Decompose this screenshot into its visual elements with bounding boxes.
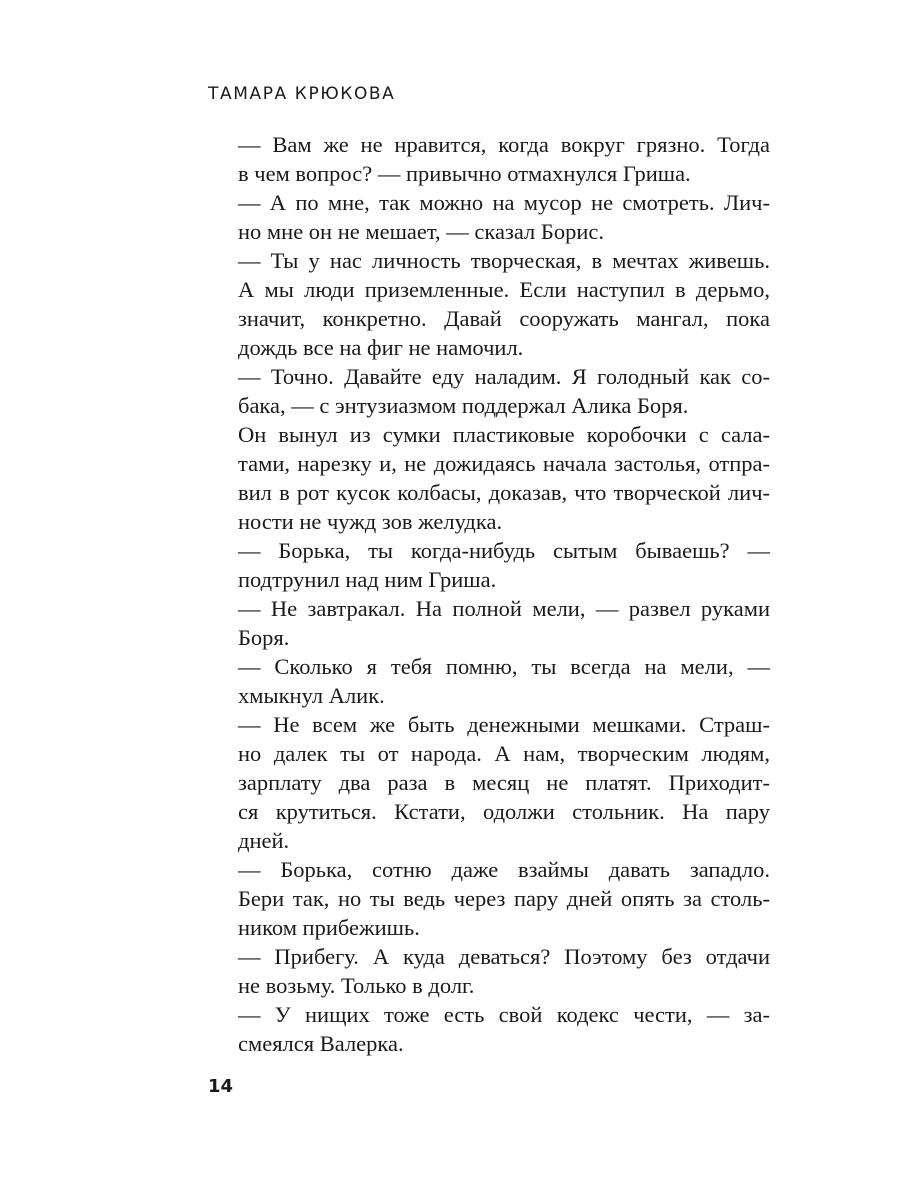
text-line: ся крутиться. Кстати, одолжи стольник. На пару (238, 799, 770, 824)
text-line: Боря. (238, 625, 290, 650)
paragraph (208, 1000, 770, 1058)
text-line: не возьму. Только в долг. (238, 973, 475, 998)
paragraph (208, 855, 770, 942)
paragraph (208, 942, 770, 1000)
running-header-author: ТАМАРА КРЮКОВА (208, 84, 396, 104)
paragraph (208, 594, 770, 652)
text-line: но далек ты от народа. А нам, творческим людям, (238, 741, 770, 766)
paragraph (208, 188, 770, 246)
text-line: — Не всем же быть денежными мешками. Страш- (238, 712, 770, 737)
text-line: бака, — с энтузиазмом поддержал Алика Боря. (238, 393, 689, 418)
paragraph (208, 652, 770, 710)
text-line: — А по мне, так можно на мусор не смотреть. Лич- (238, 190, 770, 215)
text-line: зарплату два раза в месяц не платят. Приходит- (238, 770, 770, 795)
paragraph (208, 420, 770, 536)
page-number: 14 (208, 1076, 234, 1097)
text-line: — Борька, сотню даже взаймы давать западло. (238, 857, 770, 882)
text-line: А мы люди приземленные. Если наступил в дерьмо, (238, 277, 770, 302)
text-line: дождь все на фиг не намочил. (238, 335, 524, 360)
text-line: значит, конкретно. Давай сооружать мангал, пока (238, 306, 770, 331)
text-line: Бери так, но ты ведь через пару дней опять за столь- (238, 886, 770, 911)
text-line: ником прибежишь. (238, 915, 420, 940)
text-line: ности не чужд зов желудка. (238, 509, 503, 534)
text-line: но мне он не мешает, — сказал Борис. (238, 219, 604, 244)
text-line: Он вынул из сумки пластиковые коробочки с сала- (238, 422, 770, 447)
text-line: хмыкнул Алик. (238, 683, 385, 708)
text-line: — Сколько я тебя помню, ты всегда на мели, — (238, 654, 770, 679)
text-line: тами, нарезку и, не дожидаясь начала застолья, отпра- (238, 451, 770, 476)
body-text (208, 130, 770, 1058)
text-line: смеялся Валерка. (238, 1031, 404, 1056)
paragraph (208, 130, 770, 188)
text-line: в чем вопрос? — привычно отмахнулся Гриша. (238, 161, 691, 186)
text-line: вил в рот кусок колбасы, доказав, что творческой лич- (238, 480, 770, 505)
paragraph (208, 710, 770, 855)
text-line: — Прибегу. А куда деваться? Поэтому без отдачи (238, 944, 770, 969)
text-line: — Не завтракал. На полной мели, — развел руками (238, 596, 770, 621)
text-line: — Ты у нас личность творческая, в мечтах живешь. (238, 248, 770, 273)
paragraph (208, 246, 770, 362)
paragraph (208, 536, 770, 594)
text-line: — Точно. Давайте еду наладим. Я голодный как со- (238, 364, 770, 389)
text-line: — Вам же не нравится, когда вокруг грязно. Тогда (238, 132, 770, 157)
text-line: — У нищих тоже есть свой кодекс чести, — за- (238, 1002, 770, 1027)
text-line: дней. (238, 828, 290, 853)
text-line: — Борька, ты когда-нибудь сытым бываешь? — (238, 538, 770, 563)
text-line: подтрунил над ним Гриша. (238, 567, 497, 592)
paragraph (208, 362, 770, 420)
